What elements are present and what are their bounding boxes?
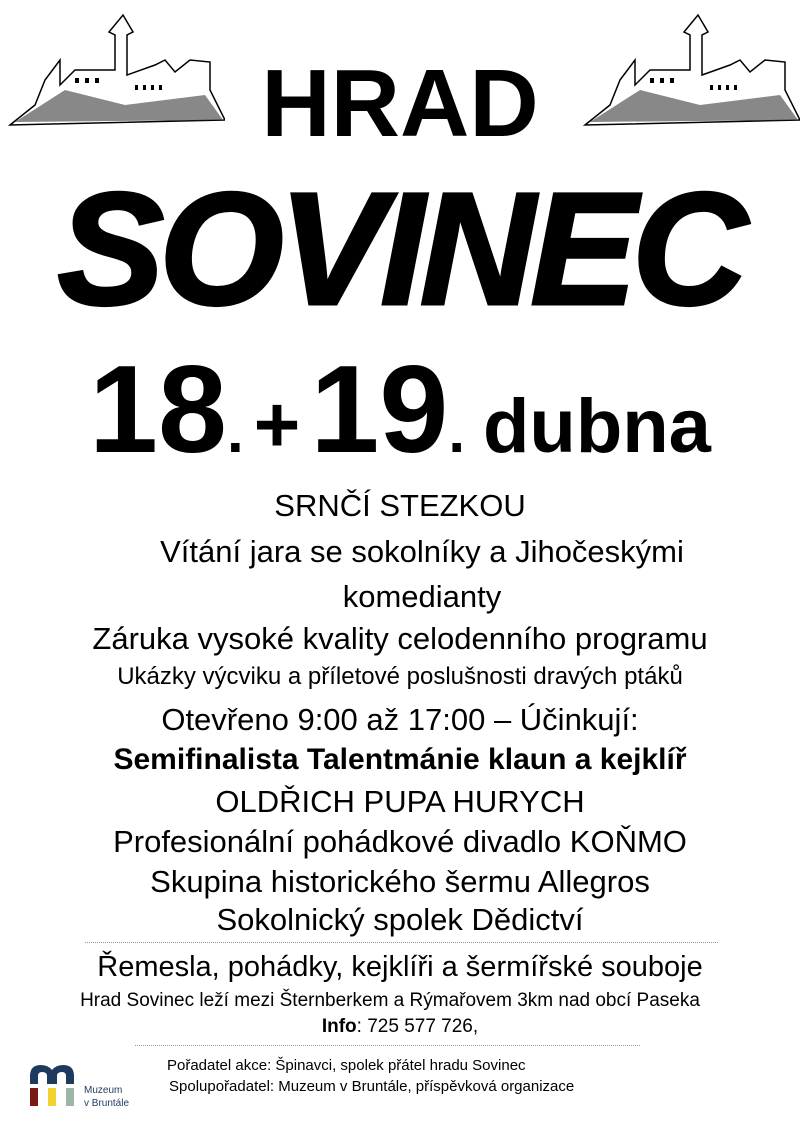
museum-logo-text [84, 1084, 129, 1110]
program-line: OLDŘICH PUPA HURYCH [215, 784, 585, 819]
program-line: Ukázky výcviku a příletové poslušnosti dravých ptáků [117, 663, 683, 690]
title-sovinec: SOVINEC [57, 159, 743, 338]
date-dot: . [226, 398, 244, 465]
event-date [0, 341, 800, 479]
logo-line1: Muzeum [84, 1085, 123, 1096]
museum-logo [28, 1062, 148, 1112]
location-line: Hrad Sovinec leží mezi Šternberkem a Rýmařovem 3km nad obcí Paseka [80, 990, 700, 1011]
crafts-line: Řemesla, pohádky, kejklíři a šermířské souboje [97, 951, 703, 983]
divider [85, 942, 718, 943]
program-line: Záruka vysoké kvality celodenního programu [92, 621, 708, 656]
program-line: Skupina historického šermu Allegros [150, 864, 650, 899]
program-line: Sokolnický spolek Dědictví [216, 902, 584, 937]
logo-line2: v Bruntále [84, 1098, 130, 1109]
info-line [0, 1017, 800, 1036]
program-line: SRNČÍ STEZKOU [274, 488, 526, 523]
divider [135, 1045, 640, 1046]
program-line: komedianty [342, 579, 502, 614]
date-day2: 19 [310, 341, 449, 479]
museum-logo-mark [28, 1062, 78, 1108]
coorganizer-line: Spolupořadatel: Muzeum v Bruntále, příspěvková organizace [169, 1078, 575, 1095]
date-plus: + [253, 380, 301, 469]
program-line: Semifinalista Talentmánie klaun a kejklíř [113, 743, 687, 776]
program-line: Vítání jara se sokolníky a Jihočeskými [160, 534, 684, 569]
program-line: Profesionální pohádkové divadlo KOŇMO [113, 824, 687, 859]
date-day1: 18 [89, 341, 227, 479]
organizer-line: Pořadatel akce: Špinavci, spolek přátel hradu Sovinec [167, 1057, 526, 1074]
title-hrad: HRAD [261, 50, 539, 157]
info-label: Info [321, 1016, 357, 1037]
program-line: Otevřeno 9:00 až 17:00 – Účinkují: [161, 702, 639, 737]
info-phone: : 725 577 726, [356, 1016, 479, 1037]
date-dot: . [448, 398, 465, 465]
date-month: dubna [482, 384, 711, 469]
